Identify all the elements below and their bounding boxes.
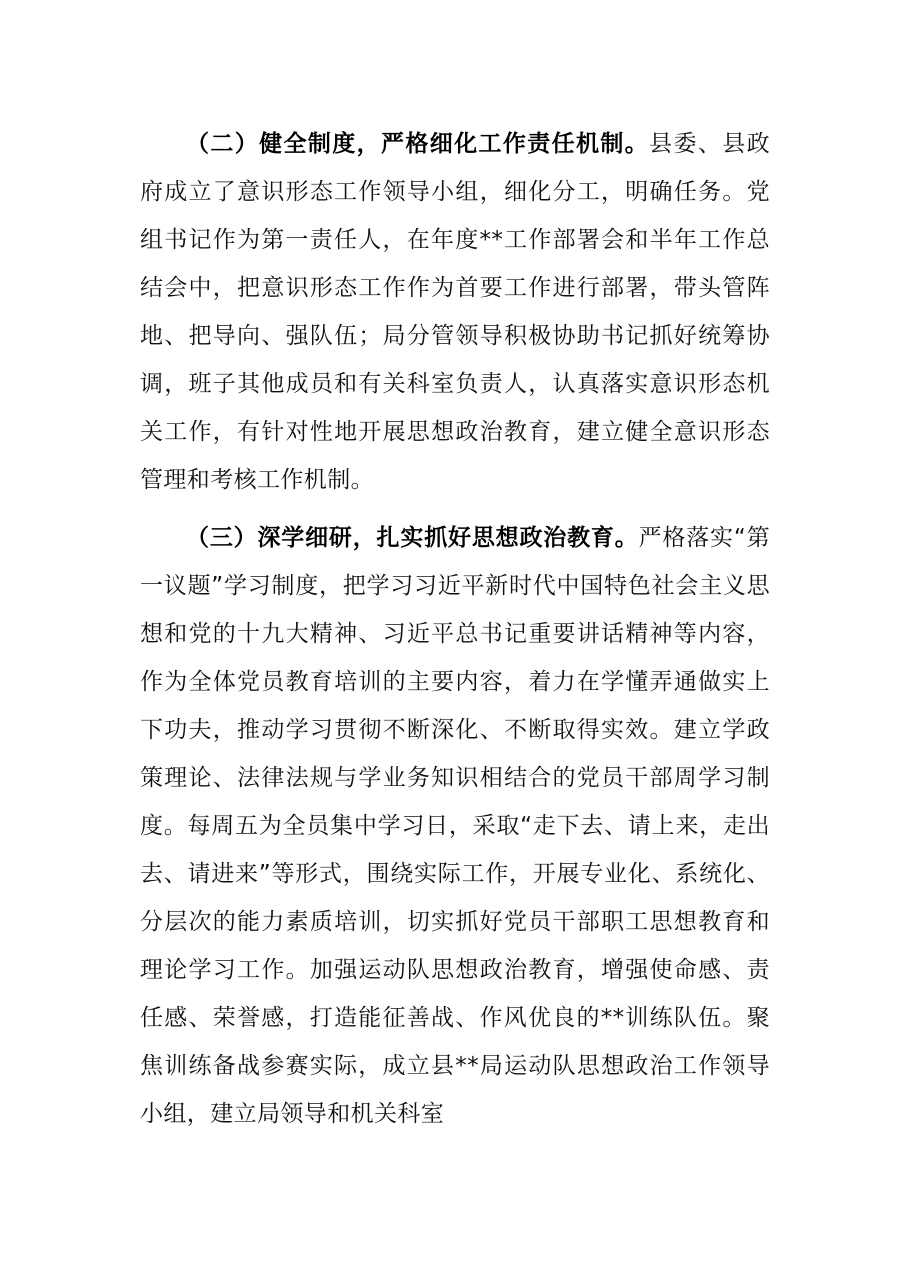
section-heading: （三）深学细研，扎实抓好思想政治教育。 — [186, 525, 639, 551]
paragraph-education — [140, 514, 770, 1138]
paragraph-text: 严格落实“第一议题”学习制度，把学习习近平新时代中国特色社会主义思想和党的十九大精神、习近平总书记重要讲话精神等内容，作为全体党员教育培训的主要内容，着力在学懂弄通做实上下功夫，推动学习贯彻不断深化、不断取得实效。建立学政策理论、法律法规与学业务知识相结合的党员干部周学习制度。每周五为全员集中学习日，采取“走下去、请上来，走出去、请进来”等形式，围绕实际工作，开展专业化、系统化、分层次的能力素质培训，切实抓好党员干部职工思想教育和理论学习工作。加强运动队思想政治教育，增强使命感、责任感、荣誉感，打造能征善战、作风优良的**训练队伍。聚焦训练备战参赛实际，成立县**局运动队思想政治工作领导小组，建立局领导和机关科室 — [140, 525, 770, 1127]
paragraph-system — [140, 120, 770, 504]
paragraph-text: 县委、县政府成立了意识形态工作领导小组，细化分工，明确任务。党组书记作为第一责任人，在年度**工作部署会和半年工作总结会中，把意识形态工作作为首要工作进行部署，带头管阵地、把导向、强队伍；局分管领导积极协助书记抓好统筹协调，班子其他成员和有关科室负责人，认真落实意识形态机关工作，有针对性地开展思想政治教育，建立健全意识形态管理和考核工作机制。 — [140, 131, 771, 493]
section-heading: （二）健全制度，严格细化工作责任机制。 — [186, 131, 650, 157]
document-body — [140, 120, 770, 1138]
